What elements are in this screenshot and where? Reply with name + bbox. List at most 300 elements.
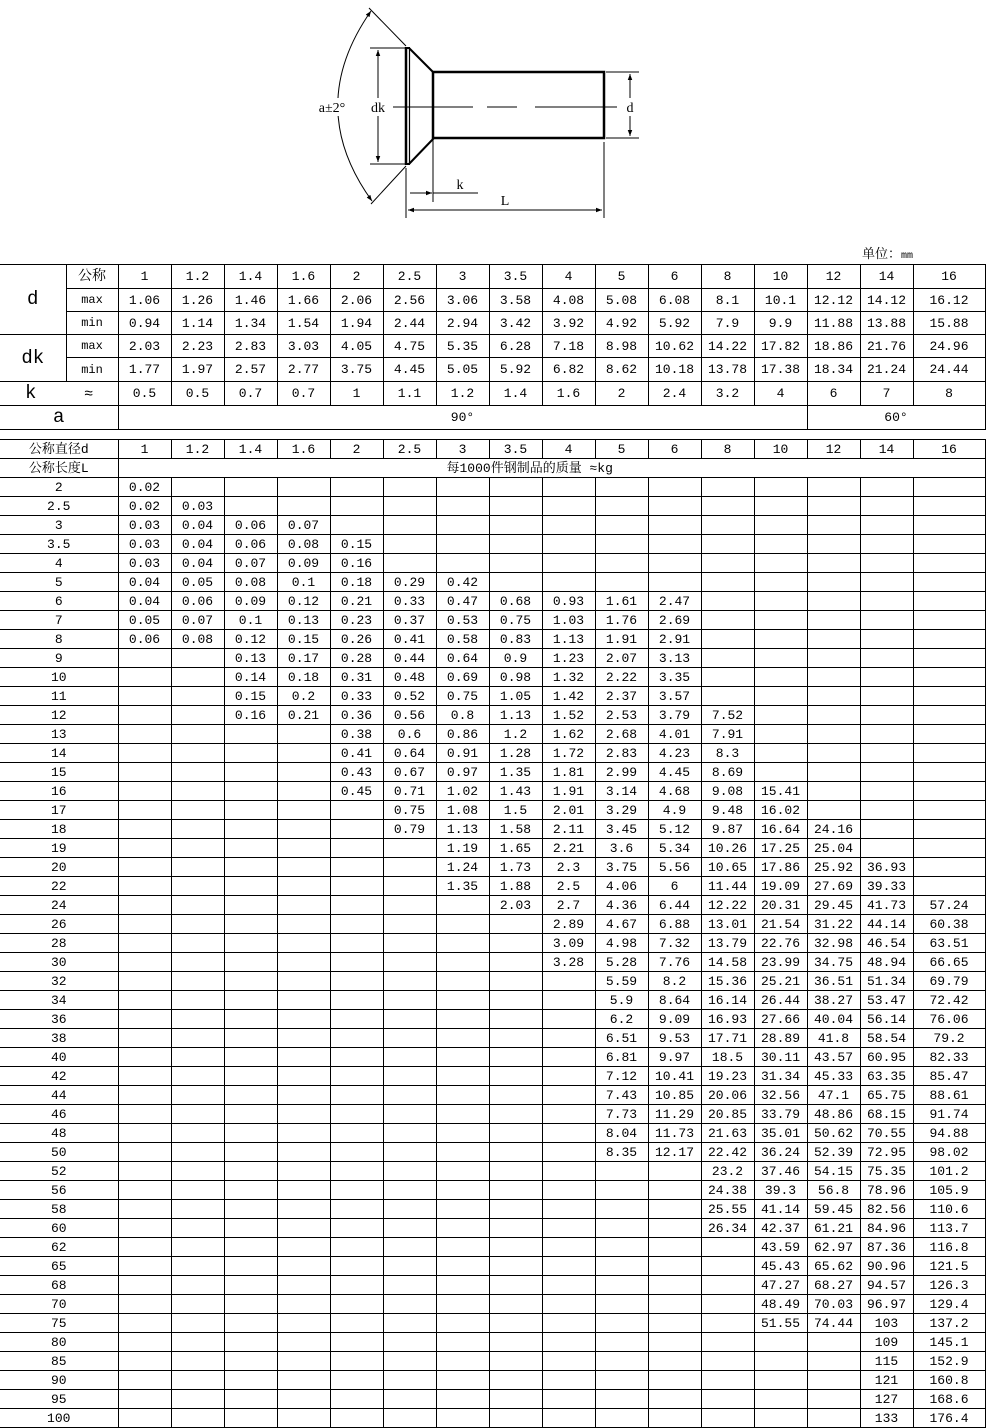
approx-symbol: ≈ [84, 386, 94, 403]
mass-cell [436, 1200, 489, 1219]
mass-cell: 48.86 [807, 1105, 860, 1124]
mass-cell [436, 953, 489, 972]
mass-cell: 9.09 [648, 1010, 701, 1029]
mass-cell [118, 1200, 171, 1219]
table-row [0, 554, 985, 573]
mass-cell [648, 1295, 701, 1314]
length-cell: 7 [0, 611, 118, 630]
mass-cell [595, 1162, 648, 1181]
k-value-cell: 1.4 [489, 382, 542, 406]
mass-cell: 126.3 [913, 1276, 985, 1295]
mass-cell: 3.79 [648, 706, 701, 725]
mass-cell [860, 820, 913, 839]
nominal-d-cell: 4 [542, 440, 595, 459]
mass-cell [118, 1238, 171, 1257]
mass-cell [807, 668, 860, 687]
mass-cell: 7.91 [701, 725, 754, 744]
mass-cell [171, 1162, 224, 1181]
mass-cell [277, 972, 330, 991]
mass-cell [224, 744, 277, 763]
mass-cell [277, 725, 330, 744]
mass-cell [436, 915, 489, 934]
mass-cell: 16.14 [701, 991, 754, 1010]
mass-cell: 0.06 [118, 630, 171, 649]
mass-cell: 6 [648, 877, 701, 896]
mass-cell [171, 991, 224, 1010]
mass-cell: 12.22 [701, 896, 754, 915]
mass-cell [913, 554, 985, 573]
mass-cell [913, 649, 985, 668]
length-cell: 40 [0, 1048, 118, 1067]
mass-cell: 0.69 [436, 668, 489, 687]
mass-cell [436, 972, 489, 991]
mass-cell: 137.2 [913, 1314, 985, 1333]
mass-cell: 0.8 [436, 706, 489, 725]
mass-cell: 70.55 [860, 1124, 913, 1143]
mass-cell [489, 535, 542, 554]
mass-cell [171, 478, 224, 497]
mass-cell [171, 1086, 224, 1105]
mass-cell [118, 1257, 171, 1276]
mass-cell: 133 [860, 1409, 913, 1428]
mass-cell [277, 991, 330, 1010]
length-cell: 20 [0, 858, 118, 877]
length-cell: 100 [0, 1409, 118, 1428]
mass-cell: 36.24 [754, 1143, 807, 1162]
mass-cell [118, 839, 171, 858]
mass-cell [489, 972, 542, 991]
mass-cell [277, 801, 330, 820]
mass-cell: 115 [860, 1352, 913, 1371]
d-max-cell: 4.08 [542, 289, 595, 312]
length-label: 公称长度L [0, 459, 118, 478]
mass-cell [913, 497, 985, 516]
mass-cell: 72.95 [860, 1143, 913, 1162]
mass-cell: 58.54 [860, 1029, 913, 1048]
mass-cell [701, 535, 754, 554]
mass-cell: 26.34 [701, 1219, 754, 1238]
mass-cell: 4.98 [595, 934, 648, 953]
dimensions-table [0, 264, 986, 430]
length-cell: 42 [0, 1067, 118, 1086]
nominal-d-cell: 2.5 [383, 440, 436, 459]
mass-cell [224, 953, 277, 972]
mass-cell: 42.37 [754, 1219, 807, 1238]
mass-cell: 54.15 [807, 1162, 860, 1181]
d-min-cell: 9.9 [754, 312, 807, 335]
mass-cell [913, 801, 985, 820]
d-max-cell: 1.26 [171, 289, 224, 312]
nominal-d-cell: 2 [330, 440, 383, 459]
mass-cell: 5.12 [648, 820, 701, 839]
table-row [0, 1010, 985, 1029]
table-row [0, 1219, 985, 1238]
mass-cell [807, 801, 860, 820]
mass-cell [701, 668, 754, 687]
mass-cell [489, 934, 542, 953]
mass-cell [913, 839, 985, 858]
mass-cell: 70.03 [807, 1295, 860, 1314]
table-row [0, 1352, 985, 1371]
mass-cell: 94.57 [860, 1276, 913, 1295]
table-row [0, 1333, 985, 1352]
mass-cell [171, 1124, 224, 1143]
mass-cell [118, 725, 171, 744]
mass-cell [913, 573, 985, 592]
mass-cell [171, 934, 224, 953]
mass-cell: 0.08 [277, 535, 330, 554]
dk-min-cell: 1.97 [171, 358, 224, 382]
length-cell: 4 [0, 554, 118, 573]
mass-cell [436, 1181, 489, 1200]
mass-cell [436, 1333, 489, 1352]
mass-cell: 11.44 [701, 877, 754, 896]
mass-cell [277, 1276, 330, 1295]
mass-cell [277, 896, 330, 915]
table-row [0, 611, 985, 630]
mass-cell: 25.55 [701, 1200, 754, 1219]
mass-cell [542, 1162, 595, 1181]
length-cell: 6 [0, 592, 118, 611]
table-row [0, 763, 985, 782]
mass-cell [277, 1162, 330, 1181]
mass-cell [542, 478, 595, 497]
mass-cell [754, 725, 807, 744]
mass-cell: 25.04 [807, 839, 860, 858]
mass-cell [542, 554, 595, 573]
mass-cell [860, 592, 913, 611]
mass-cell [595, 1333, 648, 1352]
mass-cell [754, 497, 807, 516]
mass-cell: 1.03 [542, 611, 595, 630]
mass-cell [436, 1048, 489, 1067]
mass-cell [542, 972, 595, 991]
mass-cell [436, 1295, 489, 1314]
mass-cell [913, 858, 985, 877]
dk-min-cell: 5.92 [489, 358, 542, 382]
table-row [0, 668, 985, 687]
mass-cell: 0.04 [118, 592, 171, 611]
mass-cell: 1.43 [489, 782, 542, 801]
mass-cell [595, 1276, 648, 1295]
d-label: d [626, 101, 634, 116]
mass-cell [118, 1371, 171, 1390]
mass-cell: 0.75 [383, 801, 436, 820]
mass-cell [171, 1295, 224, 1314]
mass-cell: 1.13 [542, 630, 595, 649]
mass-cell [595, 516, 648, 535]
mass-cell: 9.08 [701, 782, 754, 801]
mass-cell [913, 592, 985, 611]
mass-cell [701, 1257, 754, 1276]
mass-cell [330, 1124, 383, 1143]
mass-table [0, 439, 986, 1428]
mass-cell [701, 1314, 754, 1333]
k-label-cell [0, 382, 118, 406]
mass-cell: 62.97 [807, 1238, 860, 1257]
mass-cell: 23.2 [701, 1162, 754, 1181]
mass-cell: 105.9 [913, 1181, 985, 1200]
mass-cell [595, 535, 648, 554]
mass-cell: 21.54 [754, 915, 807, 934]
mass-cell [224, 1200, 277, 1219]
L-dimension [408, 194, 602, 210]
mass-cell [330, 1371, 383, 1390]
mass-cell: 0.53 [436, 611, 489, 630]
length-cell: 44 [0, 1086, 118, 1105]
mass-cell [118, 649, 171, 668]
dk-min-row [0, 358, 985, 382]
mass-cell: 20.31 [754, 896, 807, 915]
mass-cell: 7.32 [648, 934, 701, 953]
mass-cell [648, 554, 701, 573]
mass-cell [489, 1105, 542, 1124]
mass-cell: 0.64 [383, 744, 436, 763]
mass-cell [913, 782, 985, 801]
mass-cell [171, 953, 224, 972]
mass-cell [171, 1143, 224, 1162]
mass-cell [754, 554, 807, 573]
nominal-d-cell: 1.2 [171, 265, 224, 289]
k-value-cell: 1.6 [542, 382, 595, 406]
mass-cell: 0.18 [330, 573, 383, 592]
mass-cell: 0.98 [489, 668, 542, 687]
mass-cell [542, 1238, 595, 1257]
mass-cell: 0.6 [383, 725, 436, 744]
mass-cell: 0.06 [224, 535, 277, 554]
mass-cell [807, 687, 860, 706]
mass-cell [648, 1238, 701, 1257]
mass-cell: 13.79 [701, 934, 754, 953]
d-max-cell: 6.08 [648, 289, 701, 312]
table-row [0, 1105, 985, 1124]
mass-cell: 0.18 [277, 668, 330, 687]
mass-cell [754, 668, 807, 687]
mass-cell [701, 1295, 754, 1314]
mass-cell [542, 1124, 595, 1143]
dk-min-cell: 8.62 [595, 358, 648, 382]
mass-cell [542, 1333, 595, 1352]
mass-cell [436, 1162, 489, 1181]
mass-cell [807, 592, 860, 611]
mass-cell [913, 535, 985, 554]
mass-cell: 72.42 [913, 991, 985, 1010]
mass-cell: 101.2 [913, 1162, 985, 1181]
mass-cell [330, 934, 383, 953]
mass-cell: 0.1 [224, 611, 277, 630]
k-value-cell: 6 [807, 382, 860, 406]
mass-cell [383, 1219, 436, 1238]
mass-cell: 84.96 [860, 1219, 913, 1238]
length-cell: 10 [0, 668, 118, 687]
mass-cell: 39.3 [754, 1181, 807, 1200]
mass-cell [595, 1219, 648, 1238]
mass-cell: 60.95 [860, 1048, 913, 1067]
table-row [0, 1200, 985, 1219]
mass-cell [807, 782, 860, 801]
mass-cell: 129.4 [913, 1295, 985, 1314]
mass-cell [118, 877, 171, 896]
mass-cell: 47.1 [807, 1086, 860, 1105]
mass-cell: 3.45 [595, 820, 648, 839]
mass-cell [171, 1390, 224, 1409]
mass-cell [489, 1200, 542, 1219]
nominal-d-cell: 5 [595, 265, 648, 289]
mass-cell: 1.62 [542, 725, 595, 744]
mass-cell [807, 630, 860, 649]
dk-max-cell: 17.82 [754, 335, 807, 358]
mass-cell: 0.04 [118, 573, 171, 592]
mass-cell [224, 1352, 277, 1371]
mass-cell: 2.7 [542, 896, 595, 915]
mass-cell [542, 1352, 595, 1371]
mass-cell [330, 953, 383, 972]
mass-cell: 0.1 [277, 573, 330, 592]
min-label: min [66, 358, 118, 382]
mass-cell: 98.02 [913, 1143, 985, 1162]
mass-cell [118, 1295, 171, 1314]
mass-cell: 1.32 [542, 668, 595, 687]
mass-cell: 1.76 [595, 611, 648, 630]
k-value-cell: 1.1 [383, 382, 436, 406]
mass-cell: 31.34 [754, 1067, 807, 1086]
dk-min-cell: 2.57 [224, 358, 277, 382]
mass-cell [224, 1048, 277, 1067]
mass-cell: 0.58 [436, 630, 489, 649]
mass-cell [383, 1067, 436, 1086]
nominal-label: 公称 [66, 265, 118, 289]
d-min-cell: 11.88 [807, 312, 860, 335]
mass-cell: 0.42 [436, 573, 489, 592]
max-label: max [66, 335, 118, 358]
length-cell: 3 [0, 516, 118, 535]
table-row [0, 1143, 985, 1162]
mass-cell [489, 953, 542, 972]
mass-cell [171, 801, 224, 820]
nominal-d-cell: 10 [754, 440, 807, 459]
k-value-cell: 0.7 [277, 382, 330, 406]
mass-cell [224, 1162, 277, 1181]
mass-cell [489, 1029, 542, 1048]
d-min-cell: 2.94 [436, 312, 489, 335]
mass-cell [489, 573, 542, 592]
mass-cell: 127 [860, 1390, 913, 1409]
mass-cell: 94.88 [913, 1124, 985, 1143]
mass-cell [224, 858, 277, 877]
mass-cell [118, 934, 171, 953]
mass-cell [489, 1162, 542, 1181]
length-cell: 14 [0, 744, 118, 763]
diameter-label: 公称直径d [0, 440, 118, 459]
dk-min-cell: 24.44 [913, 358, 985, 382]
mass-cell: 56.14 [860, 1010, 913, 1029]
mass-cell [542, 1086, 595, 1105]
mass-cell: 43.59 [754, 1238, 807, 1257]
mass-cell [542, 1390, 595, 1409]
mass-cell [436, 896, 489, 915]
mass-cell [171, 1314, 224, 1333]
length-cell: 2.5 [0, 497, 118, 516]
mass-cell [171, 858, 224, 877]
mass-cell: 2.03 [489, 896, 542, 915]
mass-cell [754, 573, 807, 592]
mass-cell [118, 1390, 171, 1409]
mass-cell [277, 497, 330, 516]
mass-cell: 5.34 [648, 839, 701, 858]
mass-cell: 2.01 [542, 801, 595, 820]
mass-cell [277, 839, 330, 858]
mass-cell [224, 782, 277, 801]
table-row [0, 839, 985, 858]
mass-cell [118, 1086, 171, 1105]
mass-cell [224, 1124, 277, 1143]
mass-cell [118, 1162, 171, 1181]
table-row [0, 744, 985, 763]
mass-cell: 0.02 [118, 497, 171, 516]
mass-header-row [0, 440, 985, 459]
mass-cell: 0.05 [118, 611, 171, 630]
nominal-d-cell: 1.4 [224, 265, 277, 289]
mass-cell [277, 1219, 330, 1238]
mass-cell [224, 991, 277, 1010]
mass-cell [171, 782, 224, 801]
mass-cell [542, 1295, 595, 1314]
mass-cell [383, 1409, 436, 1428]
mass-cell: 2.91 [648, 630, 701, 649]
d-min-cell: 1.94 [330, 312, 383, 335]
mass-cell: 6.81 [595, 1048, 648, 1067]
mass-cell: 9.48 [701, 801, 754, 820]
mass-cell [807, 1409, 860, 1428]
mass-cell: 32.98 [807, 934, 860, 953]
mass-cell [489, 1010, 542, 1029]
d-max-cell: 14.12 [860, 289, 913, 312]
mass-cell [913, 820, 985, 839]
mass-cell [648, 1162, 701, 1181]
mass-cell [330, 877, 383, 896]
mass-cell [171, 1105, 224, 1124]
mass-cell: 2.5 [542, 877, 595, 896]
mass-cell [224, 478, 277, 497]
d-max-cell: 5.08 [595, 289, 648, 312]
mass-cell [171, 1200, 224, 1219]
mass-cell: 10.65 [701, 858, 754, 877]
mass-cell [277, 934, 330, 953]
d-dimension [606, 72, 639, 138]
mass-cell [648, 535, 701, 554]
nominal-d-cell: 2 [330, 265, 383, 289]
mass-cell [383, 1314, 436, 1333]
rivet-head [405, 47, 434, 165]
mass-cell [118, 1105, 171, 1124]
mass-cell: 91.74 [913, 1105, 985, 1124]
mass-cell [807, 1371, 860, 1390]
mass-cell [330, 1276, 383, 1295]
mass-cell [224, 877, 277, 896]
nominal-d-cell: 12 [807, 265, 860, 289]
table-row [0, 649, 985, 668]
mass-cell [542, 1257, 595, 1276]
mass-cell [330, 1409, 383, 1428]
mass-cell [118, 1010, 171, 1029]
dk-max-cell: 2.23 [171, 335, 224, 358]
dk-label: dk [371, 101, 385, 116]
mass-cell [330, 858, 383, 877]
table-row [0, 592, 985, 611]
table-row [0, 877, 985, 896]
mass-cell [277, 858, 330, 877]
mass-cell [118, 1143, 171, 1162]
